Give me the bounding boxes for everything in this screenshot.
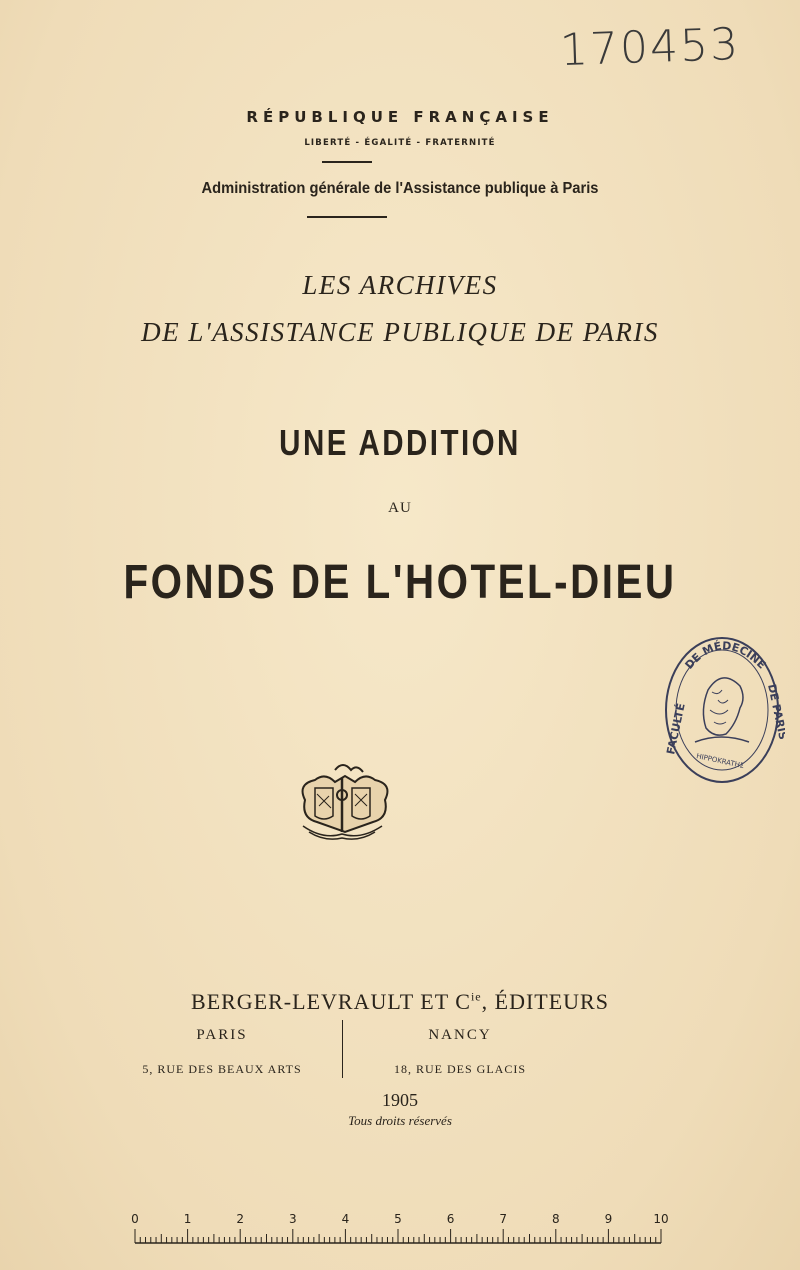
republic-heading: RÉPUBLIQUE FRANÇAISE: [246, 108, 554, 126]
scale-label: 10: [653, 1212, 669, 1226]
right-city: NANCY: [428, 1027, 492, 1043]
stamp-text-left: FACULTÉ: [664, 702, 688, 756]
handwritten-catalog-number: 170453: [559, 18, 741, 77]
scale-label: 0: [131, 1212, 139, 1226]
city-divider: [342, 1020, 343, 1078]
rights-notice: Tous droits réservés: [348, 1113, 452, 1128]
scale-label: 9: [604, 1212, 613, 1226]
left-address: 5, RUE DES BEAUX ARTS: [142, 1062, 302, 1076]
stamp-text-right: DE PARIS: [765, 682, 785, 741]
main-title-line2: FONDS DE L'HOTEL-DIEU: [123, 556, 677, 609]
publisher-name: [0, 989, 800, 1015]
stamp-text-top: DE MÉDECINE: [682, 639, 769, 672]
scale-label: 5: [394, 1212, 402, 1226]
scale-label: 1: [183, 1212, 192, 1226]
national-motto: LIBERTÉ - ÉGALITÉ - FRATERNITÉ: [304, 138, 496, 148]
publisher-name-end: , ÉDITEURS: [481, 989, 609, 1014]
publisher-ornament: [295, 760, 390, 845]
measurement-scale-bar: [130, 1225, 670, 1247]
publisher-suffix: ie: [470, 989, 482, 1004]
publication-year: 1905: [382, 1090, 418, 1110]
emblem-ornament-icon: [295, 760, 390, 845]
divider-rule: [307, 216, 387, 218]
right-address: 18, RUE DES GLACIS: [393, 1062, 526, 1076]
scale-label: 7: [499, 1212, 507, 1226]
scale-label: 4: [341, 1212, 350, 1226]
left-city: PARIS: [196, 1027, 248, 1043]
title-connector: AU: [388, 500, 412, 516]
series-title-line2: DE L'ASSISTANCE PUBLIQUE DE PARIS: [141, 317, 659, 347]
library-stamp: [660, 630, 785, 790]
main-title-line1: UNE ADDITION: [279, 422, 521, 463]
scale-label: 2: [236, 1212, 244, 1226]
series-title-line1: LES ARCHIVES: [302, 270, 498, 300]
divider-rule: [322, 161, 372, 163]
hippocrates-stamp-icon: [660, 630, 785, 790]
scale-label: 8: [551, 1212, 560, 1226]
scale-label: 3: [288, 1212, 297, 1226]
svg-text:DE MÉDECINE: [683, 639, 769, 671]
administration-line: Administration générale de l'Assistance publique à Paris: [201, 180, 599, 197]
scale-label: 6: [446, 1212, 455, 1226]
stamp-inner-text: HIPPOKRATHΣ: [695, 752, 745, 771]
publisher-name-main: BERGER-LEVRAULT ET C: [191, 989, 471, 1014]
